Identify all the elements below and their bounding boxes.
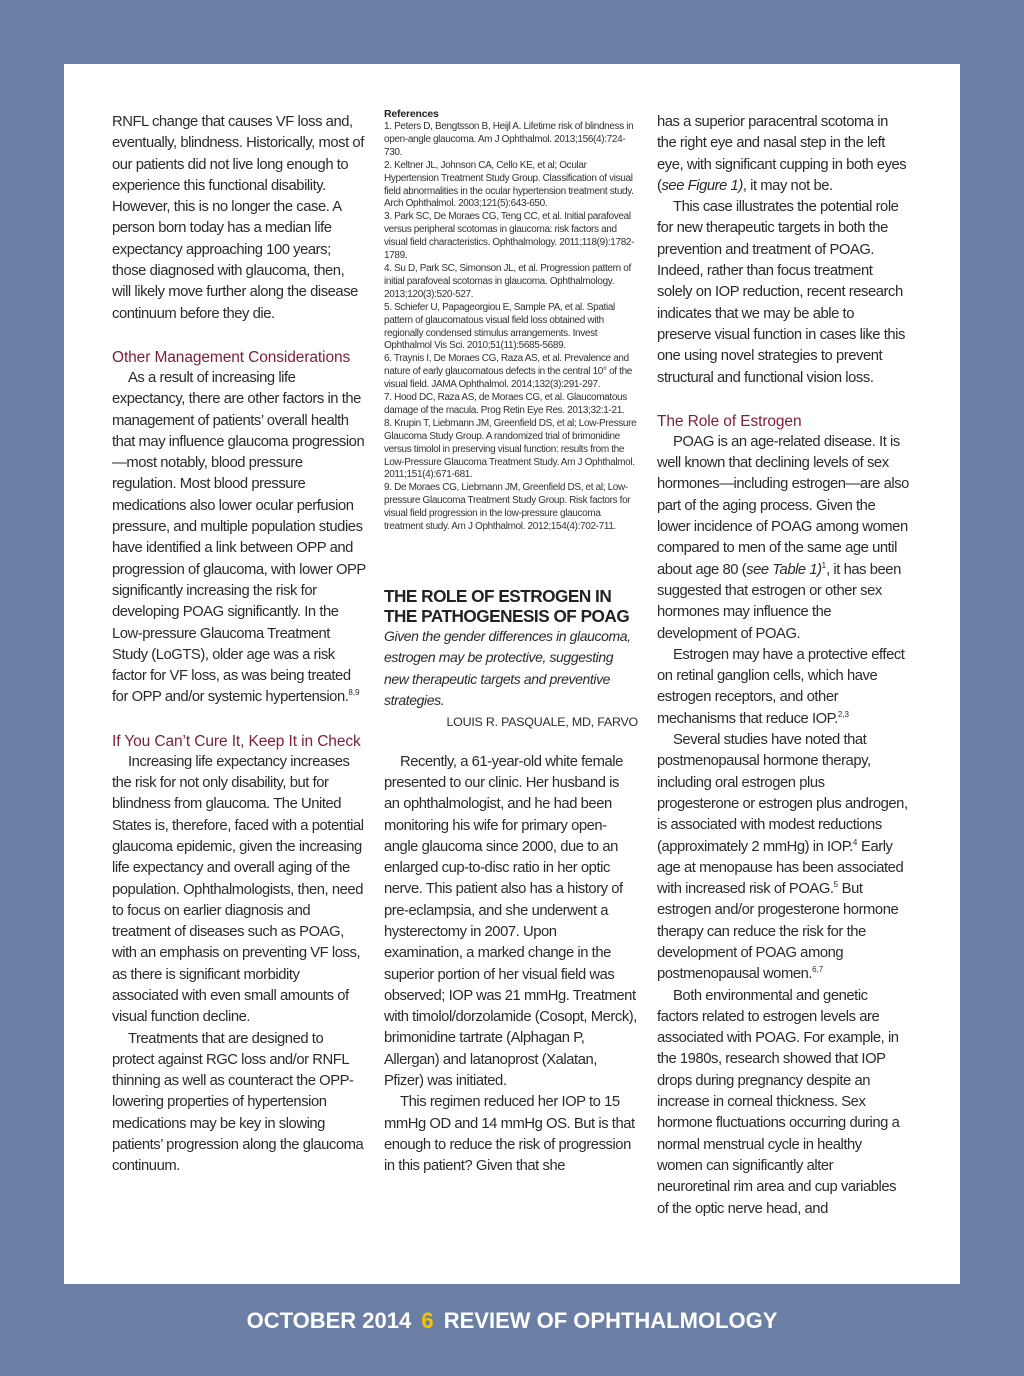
byline: LOUIS R. PASQUALE, MD, FARVO [446, 714, 638, 729]
reference-item: 5. Schiefer U, Papageorgiou E, Sample PA, et al. Spatial pattern of glaucomatous visual field loss obtained with regionally condensed stimulus arrangements. Invest Ophthalmol Vis Sci. 2010;51(11):5685-5689. [384, 301, 615, 352]
paragraph: Estrogen may have a protective effect on retinal ganglion cells, which have estrogen receptors, and other mechanisms that reduce IOP.$^{2,3}$ [657, 646, 905, 727]
page-sheet [64, 64, 960, 1284]
references-section [384, 108, 638, 534]
feature-dek: Given the gender differences in glaucoma, estrogen may be protective, suggesting new therapeutic targets and preventive strategies. [384, 628, 631, 709]
section-heading: The Role of Estrogen [657, 412, 802, 430]
column-2 [384, 108, 638, 1178]
paragraph: Both environmental and genetic factors related to estrogen levels are associated with POAG. For example, in the 1980s, research showed that IOP drops during pregnancy despite an increase in corneal thickness. Sex hormone fluctuations occurring during a normal menstrual cycle in healthy women can significantly alter neuroretinal rim area and cup variables of the optic nerve head, and [657, 987, 900, 1217]
reference-item: 7. Hood DC, Raza AS, de Moraes CG, et al. Glaucomatous damage of the macula. Prog Retin Eye Res. 2013;32:1-21. [384, 392, 627, 416]
page-footer [0, 1306, 1024, 1336]
paragraph: Several studies have noted that postmenopausal hormone therapy, including oral estrogen plus progesterone or estrogen plus androgen, is associated with modest reductions (approximately 2 mmHg) in IOP.$^4$ Early age at menopause has been associated with increased risk of POAG.$^5$ But estrogen and/or progesterone hormone therapy can reduce the risk for the development of POAG among postmenopausal women.$^{6,7}$ [657, 732, 908, 983]
section-heading: Other Management Considerations [112, 348, 351, 366]
paragraph: This case illustrates the potential role for new therapeutic targets in both the prevention and treatment of POAG. Indeed, rather than focus treatment solely on IOP reduction, recent research indicates that we may be able to preserve visual function in cases like this one using novel strategies to prevent structural and functional vision loss. [657, 199, 905, 386]
column-3 [657, 112, 909, 1220]
column-1 [112, 112, 366, 1178]
feature-body [384, 752, 638, 1178]
reference-item: 1. Peters D, Bengtsson B, Heijl A. Lifetime risk of blindness in open-angle glaucoma. Am J Ophthalmol. 2013;156(4):724-730. [384, 121, 634, 158]
reference-item: 2. Keltner JL, Johnson CA, Cello KE, et al; Ocular Hypertension Treatment Study Group. Classification of visual field abnormalities in the ocular hypertension treatment study. Arch Ophthalmol. 2003;121(5):643-650. [384, 159, 634, 210]
reference-item: 3. Park SC, De Moraes CG, Teng CC, et al. Initial parafoveal versus peripheral scotomas in glaucoma: risk factors and visual field characteristics. Ophthalmology. 2011;118(9):1782-1789. [384, 211, 635, 262]
feature-title: THE ROLE OF ESTROGEN IN THE PATHOGENESIS OF POAG [384, 586, 630, 626]
paragraph: Recently, a 61-year-old white female presented to our clinic. Her husband is an ophthalmologist, and he had been monitoring his wife for primary open-angle glaucoma since 2000, due to an enlarged cup-to-disc ratio in her optic nerve. This patient also has a history of pre-eclampsia, and she underwent a hysterectomy in 2007. Upon examination, a marked change in the superior portion of her visual field was observed; IOP was 21 mmHg. Treatment with timolol/dorzolamide (Cosopt, Merck), brimonidine tartrate (Alphagan P, Allergan) and latanoprost (Xalatan, Pfizer) was initiated. [384, 753, 637, 1090]
paragraph: Treatments that are designed to protect against RGC loss and/or RNFL thinning as well as counteract the OPP-lowering properties of hypertension medications may be key in slowing patients’ progression along the glaucoma continuum. [112, 1030, 364, 1175]
page-number: 6 [421, 1308, 434, 1333]
reference-item: 8. Krupin T, Liebmann JM, Greenfield DS, et al; Low-Pressure Glaucoma Study Group. A randomized trial of brimonidine versus timolol in preserving visual function: results from the Low-Pressure Glaucoma Treatment Study. Am J Ophthalmol. 2011;151(4):671-681. [384, 417, 637, 481]
paragraph: RNFL change that causes VF loss and, eventually, blindness. Historically, most of our patients did not live long enough to experience this functional disability. However, this is no longer the case. A person born today has a median life expectancy approaching 100 years; those diagnosed with glaucoma, then, will likely move further along the disease continuum before they die. [112, 114, 364, 322]
paragraph: As a result of increasing life expectancy, there are other factors in the management of patients’ overall health that may influence glaucoma progression—most notably, blood pressure regulation. Most blood pressure medications also lower ocular perfusion pressure, and multiple population studies have identified a link between OPP and progression of glaucoma, with lower OPP significantly increasing the risk for developing POAG significantly. In the Low-pressure Glaucoma Treatment Study (LoGTS), older age was a risk factor for VF loss, as was being treated for OPP and/or systemic hypertension.$^{8,9}$ [112, 369, 366, 706]
references-title: References [384, 108, 439, 120]
reference-item: 9. De Moraes CG, Liebmann JM, Greenfield DS, et al; Low-pressure Glaucoma Treatment Study Group. Risk factors for visual field progression in the low-pressure glaucoma treatment study. Am J Ophthalmol. 2012;154(4):702-711. [384, 482, 631, 533]
footer-date: OCTOBER 2014 [246, 1308, 412, 1333]
paragraph: POAG is an age-related disease. It is well known that declining levels of sex hormones—including estrogen—are also part of the aging process. Given the lower incidence of POAG among women compared to men of the same age until about age 80 (see Table 1)$^1$, it has been suggested that estrogen or other sex hormones may influence the development of POAG. [657, 433, 909, 642]
paragraph: has a superior paracentral scotoma in the right eye and nasal step in the left eye, with significant cupping in both eyes (see Figure 1), it may not be. [657, 114, 907, 194]
paragraph: This regimen reduced her IOP to 15 mmHg OD and 14 mmHg OS. But is that enough to reduce the risk of progression in this patient? Given that she [384, 1094, 635, 1175]
reference-item: 6. Traynis I, De Moraes CG, Raza AS, et al. Prevalence and nature of early glaucomatous defects in the central 10° of the visual field. JAMA Ophthalmol. 2014;132(3):291-297. [384, 353, 633, 391]
reference-item: 4. Su D, Park SC, Simonson JL, et al. Progression pattern of initial parafoveal scotomas in glaucoma. Ophthalmology. 2013;120(3):520-527. [384, 262, 631, 300]
section-heading: If You Can’t Cure It, Keep It in Check [112, 732, 361, 750]
paragraph: Increasing life expectancy increases the risk for not only disability, but for blindness from glaucoma. The United States is, therefore, faced with a potential glaucoma epidemic, given the increasing life expectancy and overall aging of the population. Ophthalmologists, then, need to focus on earlier diagnosis and treatment of diseases such as POAG, with an emphasis on preventing VF loss, as there is significant morbidity associated with even small amounts of visual function decline. [112, 753, 364, 1026]
footer-publication: REVIEW OF OPHTHALMOLOGY [443, 1308, 778, 1333]
